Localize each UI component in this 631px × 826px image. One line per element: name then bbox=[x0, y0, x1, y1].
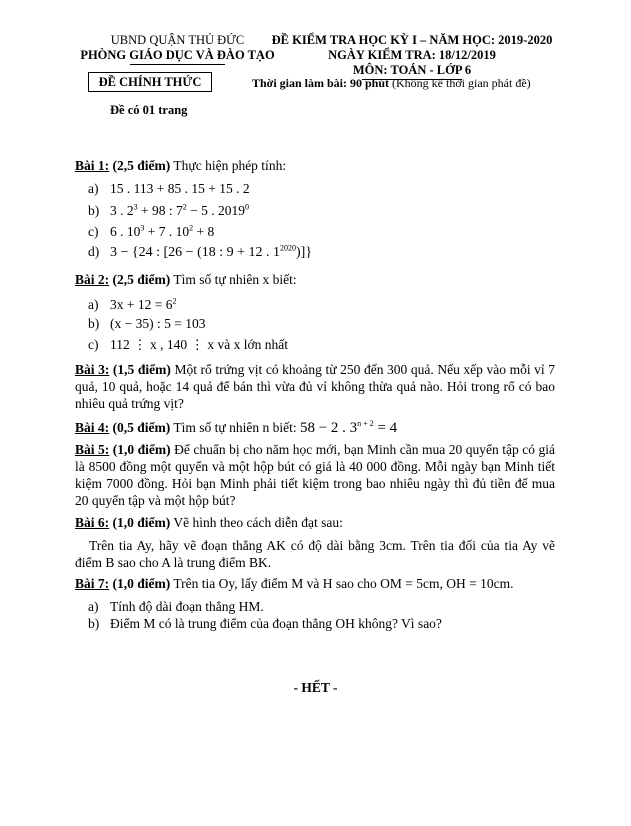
expr-part: 58 − 2 . 3 bbox=[299, 420, 358, 436]
end-marker: - HẾT - bbox=[293, 680, 338, 695]
question-3-text: Một rổ trứng vịt có khoảng từ 250 đến 300 quả. Nếu xếp vào mỗi vỉ 7 quả, 10 quả, hoặc 14 quả để bán thì vừa đủ vỉ không thừa quả nào. Hỏi trong rổ có bao nhiêu quả trứng vịt? bbox=[75, 362, 555, 411]
question-5-text: Để chuẩn bị cho năm học mới, bạn Minh cần mua 20 quyển tập có giá là 8500 đồng một quyển và một hộp bút có giá là 40 000 đồng. Mỗi ngày bạn Minh tiết kiệm 7000 đồng. Hỏi bạn Minh phải tiết kiệm trong bao nhiêu ngày thì đủ tiền để mua 20 quyển tập và một hộp bút? bbox=[75, 442, 555, 508]
expr-part: 3 . 2 bbox=[110, 202, 134, 218]
question-6-heading bbox=[75, 515, 343, 531]
question-2-heading bbox=[75, 272, 297, 288]
question-1-text: Thực hiện phép tính: bbox=[170, 158, 287, 173]
exam-title: ĐỀ KIỂM TRA HỌC KỲ I – NĂM HỌC: 2019-2020 bbox=[271, 33, 553, 47]
math-expression bbox=[110, 297, 176, 312]
question-2b bbox=[88, 316, 205, 332]
expr-part: )]} bbox=[296, 244, 313, 260]
question-2-title: Bài 2: bbox=[75, 272, 110, 287]
item-label: a) bbox=[88, 599, 99, 614]
item-label: d) bbox=[88, 243, 100, 259]
question-7-heading bbox=[75, 576, 513, 592]
math-expression bbox=[300, 420, 397, 436]
exponent: 3 bbox=[140, 223, 145, 232]
official-stamp: ĐỀ CHÍNH THỨC bbox=[88, 72, 212, 92]
question-3-points: (1,5 điểm) bbox=[109, 362, 171, 377]
exam-subject: MÔN: TOÁN - LỚP 6 bbox=[352, 63, 472, 77]
question-3 bbox=[75, 361, 555, 412]
exponent: 0 bbox=[245, 202, 249, 211]
exponent: 2 bbox=[172, 296, 177, 305]
question-1-heading bbox=[75, 158, 286, 174]
question-5-points: (1,0 điểm) bbox=[109, 442, 171, 457]
math-expression: (x − 35) : 5 = 103 bbox=[110, 316, 206, 331]
item-label: c) bbox=[88, 223, 99, 239]
question-7-title: Bài 7: bbox=[75, 576, 110, 591]
question-1-points: (2,5 điểm) bbox=[109, 158, 171, 173]
question-1c bbox=[88, 223, 214, 240]
exponent: 2020 bbox=[280, 243, 297, 252]
question-2a bbox=[88, 296, 176, 313]
question-6-text: Vẽ hình theo cách diễn đạt sau: bbox=[170, 515, 343, 530]
exam-time-bold: Thời gian làm bài: 90 phút bbox=[252, 76, 390, 90]
question-7b bbox=[88, 616, 442, 632]
math-expression: 112 ⋮ x , 140 ⋮ x và x lớn nhất bbox=[110, 337, 288, 352]
exponent: n + 2 bbox=[357, 419, 374, 428]
question-7-points: (1,0 điểm) bbox=[109, 576, 171, 591]
page-count: Đề có 01 trang bbox=[110, 103, 188, 117]
question-2c bbox=[88, 337, 288, 353]
header-left bbox=[60, 33, 295, 65]
department-name: PHÒNG GIÁO DỤC VÀ ĐÀO TẠO bbox=[80, 48, 275, 62]
question-6-points: (1,0 điểm) bbox=[109, 515, 171, 530]
exponent: 3 bbox=[133, 202, 138, 211]
item-label: c) bbox=[88, 337, 99, 352]
exam-time bbox=[252, 76, 531, 91]
item-label: b) bbox=[88, 316, 100, 331]
question-7a bbox=[88, 599, 264, 615]
expr-part: + 8 bbox=[193, 223, 215, 239]
question-6-body: Trên tia Ay, hãy vẽ đoạn thẳng AK có độ dài bằng 3cm. Trên tia đối của tia Ay vẽ điểm B sao cho A là trung điểm BK. bbox=[75, 538, 555, 570]
exam-time-note: (Không kể thời gian phát đề) bbox=[389, 76, 531, 90]
question-4 bbox=[75, 419, 397, 437]
expr-part: − 5 . 2019 bbox=[186, 202, 245, 218]
exponent: 2 bbox=[189, 223, 194, 232]
question-1-title: Bài 1: bbox=[75, 158, 110, 173]
question-1b bbox=[88, 202, 249, 219]
question-4-title: Bài 4: bbox=[75, 420, 110, 435]
math-expression bbox=[110, 203, 249, 218]
expr-part: 3 − {24 : [26 − (18 : 9 + 12 . 1 bbox=[110, 244, 281, 260]
expr-part: 3x + 12 = 6 bbox=[110, 296, 173, 312]
question-4-text: Tìm số tự nhiên n biết: bbox=[170, 420, 300, 435]
question-2-text: Tìm số tự nhiên x biết: bbox=[170, 272, 297, 287]
question-7-text: Trên tia Oy, lấy điểm M và H sao cho OM = 5cm, OH = 10cm. bbox=[170, 576, 514, 591]
math-expression bbox=[110, 245, 312, 260]
question-2-points: (2,5 điểm) bbox=[109, 272, 171, 287]
math-expression: 15 . 113 + 85 . 15 + 15 . 2 bbox=[110, 181, 250, 196]
math-expression bbox=[110, 224, 214, 239]
question-1a bbox=[88, 181, 250, 197]
header-right bbox=[262, 33, 562, 80]
exam-date: NGÀY KIỂM TRA: 18/12/2019 bbox=[328, 48, 496, 62]
question-1d bbox=[88, 243, 312, 261]
item-label: b) bbox=[88, 202, 100, 218]
item-text: Tính độ dài đoạn thẳng HM. bbox=[110, 599, 264, 614]
expr-part: = 4 bbox=[373, 420, 398, 436]
item-label: a) bbox=[88, 296, 99, 312]
expr-part: + 7 . 10 bbox=[144, 223, 190, 239]
question-3-title: Bài 3: bbox=[75, 362, 110, 377]
question-6-title: Bài 6: bbox=[75, 515, 110, 530]
district-name: UBND QUẬN THỦ ĐỨC bbox=[110, 33, 245, 47]
expr-part: 6 . 10 bbox=[110, 223, 141, 239]
question-5-title: Bài 5: bbox=[75, 442, 110, 457]
item-text: Điểm M có là trung điểm của đoạn thẳng OH không? Vì sao? bbox=[110, 616, 442, 631]
question-5 bbox=[75, 441, 555, 509]
item-label: b) bbox=[88, 616, 100, 631]
question-4-points: (0,5 điểm) bbox=[109, 420, 171, 435]
header-left-rule bbox=[130, 64, 225, 65]
exponent: 2 bbox=[182, 202, 187, 211]
expr-part: + 98 : 7 bbox=[137, 202, 183, 218]
item-label: a) bbox=[88, 181, 99, 196]
